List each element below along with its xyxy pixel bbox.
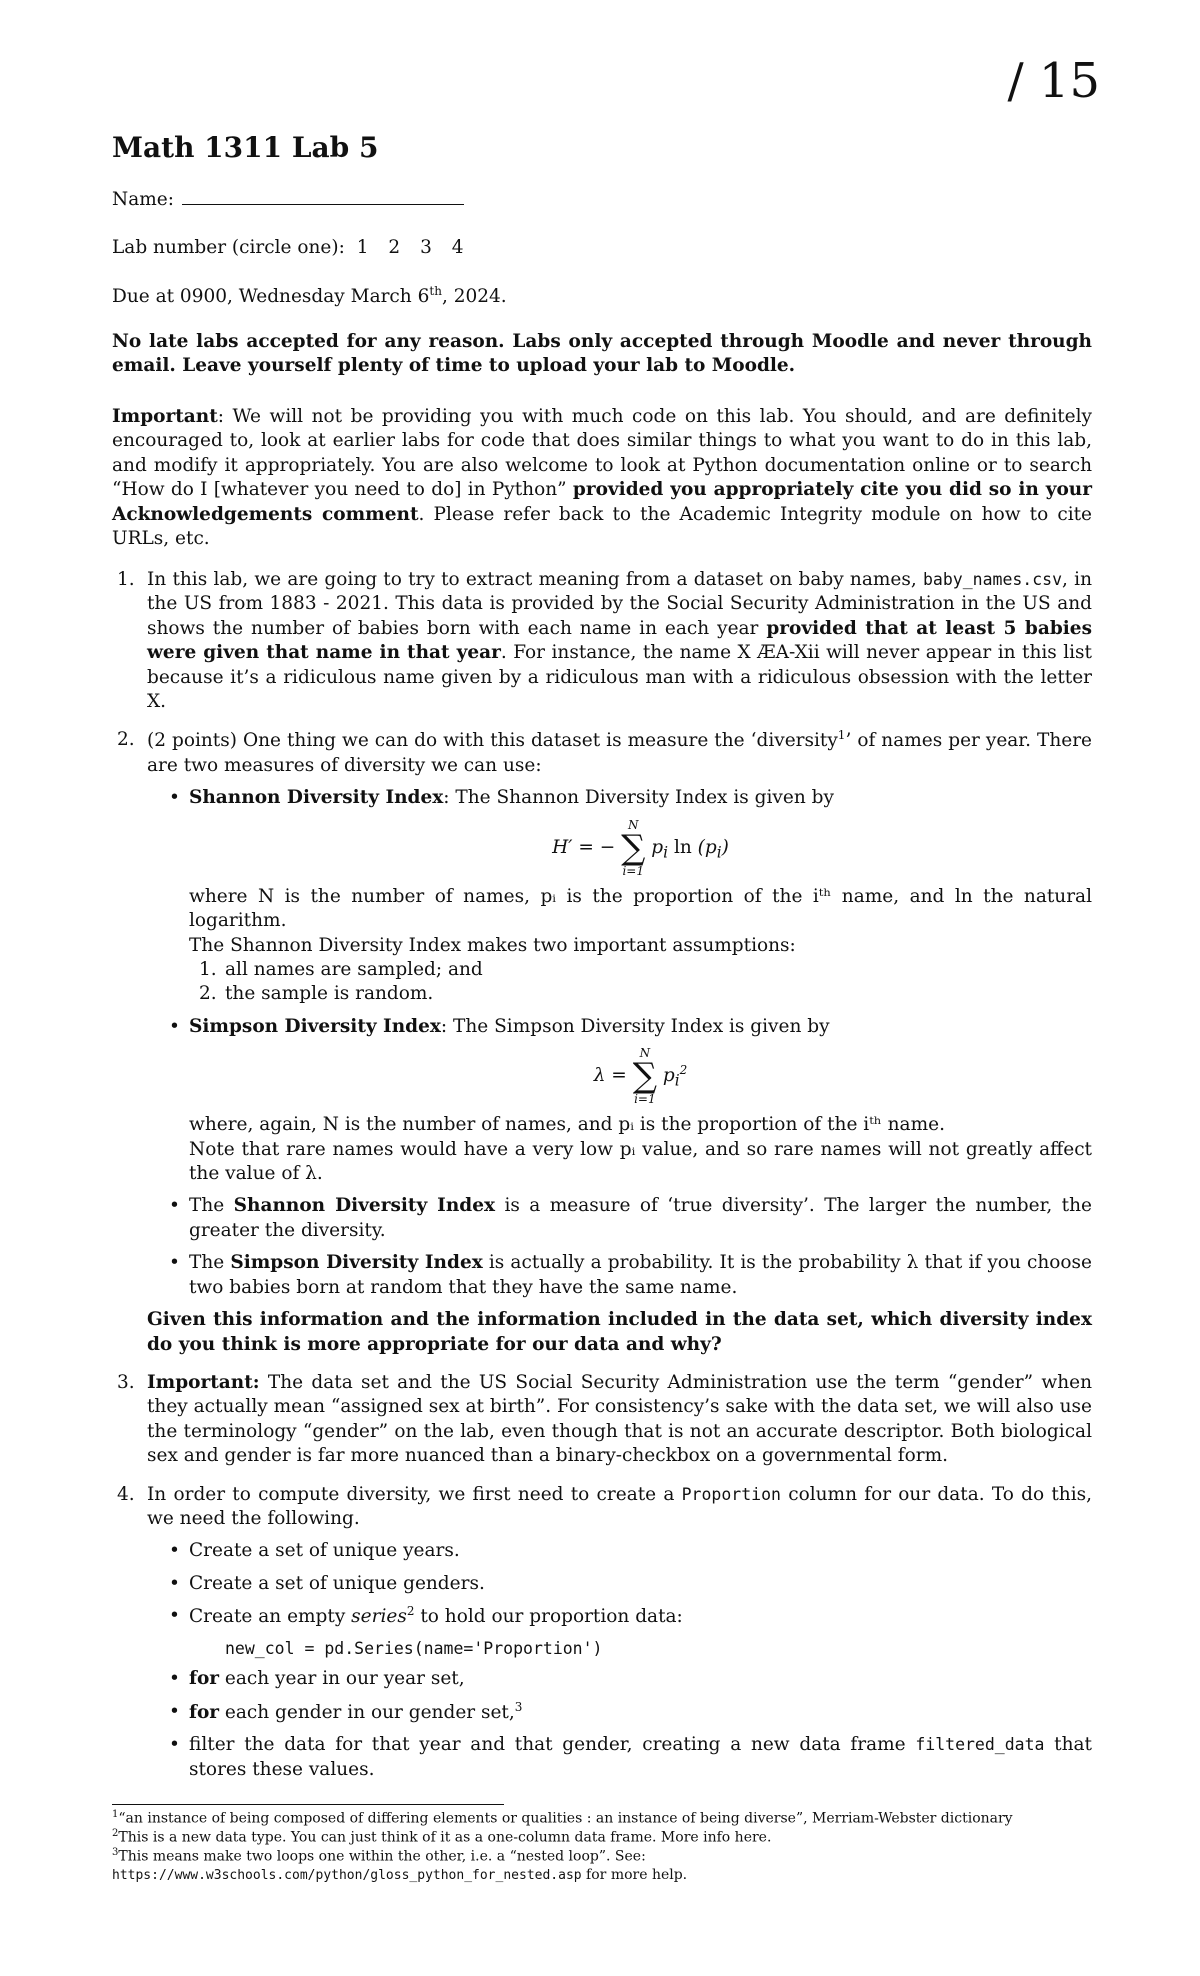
footnote-1	[112, 1808, 1092, 1828]
bullet-bold: Shannon Diversity Index	[233, 1195, 496, 1217]
bullet-bold: Simpson Diversity Index	[230, 1252, 483, 1274]
simpson-bullet	[189, 1015, 1092, 1187]
important-text: : We will not be providing you with much code on this lab. You should, and are definitely encouraged to, look at earlier labs for code that does similar things to what you want to do in this lab, and modify it appropriately. You are also welcome to look at Python documentation online or to search “How do I [whatever you need to do] in Python”	[112, 406, 1092, 501]
important-bold: provided you appropriately cite you did so in your Acknowledgements comment	[112, 479, 1092, 525]
footnote-link[interactable]: https://www.w3schools.com/python/gloss_python_for_nested.asp	[112, 1867, 582, 1883]
due-text: Due at 0900, Wednesday March 6	[112, 286, 430, 308]
footnote-number: 3	[112, 1847, 119, 1858]
diversity-bullets	[147, 786, 1092, 1300]
lab-number-option[interactable]: 2	[388, 237, 401, 258]
bullet-bold: for	[189, 1668, 220, 1690]
score-box: / 15	[1007, 53, 1100, 109]
lab-number-label: Lab number (circle one):	[112, 237, 345, 258]
code-line: new_col = pd.Series(name='Proportion')	[225, 1638, 603, 1658]
item-bold: Important:	[147, 1371, 260, 1393]
footnote-mark[interactable]: 2	[406, 1604, 415, 1619]
step-bullet	[189, 1700, 1092, 1726]
bullet-bold: for	[189, 1702, 220, 1724]
bullet-text: is actually a probability. It is the probability λ that if you choose two babies born at random that they have the same name.	[189, 1252, 1092, 1298]
bullet-text: each gender in our gender set,	[219, 1702, 515, 1724]
lab-number-option[interactable]: 1	[356, 237, 369, 258]
bullet-text: each year in our year set,	[219, 1668, 465, 1690]
late-policy-text: No late labs accepted for any reason. Labs only accepted through Moodle and never through email. Leave yourself plenty of time to upload your lab to Moodle.	[112, 331, 1092, 377]
diversity-question	[147, 1308, 1092, 1357]
step-bullet	[189, 1733, 1092, 1782]
footnote-number: 1	[112, 1809, 119, 1820]
assumption-text: all names are sampled; and	[225, 959, 483, 981]
item-text: In order to compute diversity, we first need to create a	[147, 1483, 682, 1505]
step-bullet: • Create a set of unique years.	[189, 1539, 1092, 1563]
item-text: column for our data. To do this, we need the following.	[147, 1483, 1093, 1529]
item-number: 1.	[117, 569, 135, 590]
name-label: Name:	[112, 189, 174, 210]
footnote-text: This means make two loops one within the other, i.e. a “nested loop”. See:	[118, 1848, 646, 1865]
bullet-text: is a measure of ‘true diversity’. The larger the number, the greater the diversity.	[189, 1195, 1092, 1241]
shannon-assumptions-intro: The Shannon Diversity Index makes two important assumptions:	[189, 934, 796, 956]
shannon-text: : The Shannon Diversity Index is given by	[443, 787, 834, 809]
lab-number-option[interactable]: 3	[420, 237, 432, 258]
item-text: ’ of names per year. There are two measures of diversity we can use:	[147, 730, 1092, 776]
item-text: (2 points) One thing we can do with this dataset is measure the ‘diversity	[147, 730, 838, 752]
item-number: 4.	[117, 1483, 135, 1505]
footnote-2	[112, 1827, 1092, 1847]
shannon-equation: H′ = − N ∑ i=1 $p_i$ $\ln (p_i)$	[552, 817, 729, 878]
bullet-text: The	[189, 1252, 231, 1274]
footnote-3	[112, 1846, 1092, 1885]
bullet-text: that stores these values.	[189, 1734, 1092, 1780]
question-item-1	[112, 568, 1092, 714]
question-bold: Given this information and the information included in the data set, which diversity index do you think is more appropriate for our data and why?	[147, 1309, 1092, 1355]
shannon-label: Shannon Diversity Index	[189, 787, 444, 809]
footnote-rule	[112, 1804, 504, 1805]
assumption-list	[189, 958, 1092, 1007]
question-item-3	[112, 1371, 1092, 1469]
filename-code: baby_names.csv	[922, 570, 1063, 589]
name-blank[interactable]	[182, 203, 464, 205]
bullet-text: Create an empty	[189, 1606, 352, 1628]
assumption-text: the sample is random.	[225, 983, 434, 1005]
footnote-text: for more help.	[581, 1866, 688, 1883]
simpson-where: where, again, N is the number of names, and pᵢ is the proportion of the iᵗʰ name.	[189, 1114, 945, 1136]
proportion-code: Proportion	[681, 1484, 781, 1504]
page-title: Math 1311 Lab 5	[112, 131, 379, 164]
footnote-mark[interactable]: 3	[514, 1699, 523, 1714]
lab-number-option[interactable]: 4	[451, 237, 464, 258]
simpson-equation: λ = N ∑ i=1 $p_i^2$	[593, 1046, 688, 1107]
item-number: 3.	[117, 1371, 135, 1393]
lab-number-line	[112, 236, 478, 260]
footnote-text: “an instance of being composed of differing elements or qualities : an instance of being diverse”, Merriam-Webster dictionary	[118, 1810, 1013, 1827]
step-bullet: • Create a set of unique genders.	[189, 1572, 1092, 1596]
simpson-note: Note that rare names would have a very low pᵢ value, and so rare names will not greatly affect the value of λ.	[189, 1138, 1092, 1185]
assumption-item: 2. the sample is random.	[199, 983, 434, 1005]
shannon-bullet	[189, 786, 1092, 1006]
item-text: , in the US from 1883 - 2021. This data is provided by the Social Security Administration in the US and shows the number of babies born with each name in each year	[147, 569, 1092, 639]
question-list	[112, 568, 1092, 1790]
shannon-where: where N is the number of names, pᵢ is the proportion of the iᵗʰ name, and ln the natural logarithm.	[189, 885, 1092, 932]
item-text: . For instance, the name X ÆA-Xii will never appear in this list because it’s a ridiculous name given by a ridiculous man with a ridiculous obsession with the letter X.	[147, 642, 1092, 713]
question-item-4	[112, 1483, 1092, 1783]
due-date	[112, 284, 507, 310]
steps-bullets	[147, 1539, 1092, 1782]
assumption-item: 1. all names are sampled; and	[199, 959, 483, 981]
item-bold: provided that at least 5 babies were given that name in that year	[147, 617, 1092, 664]
step-bullet	[189, 1604, 1092, 1659]
bullet-text: to hold our proportion data:	[414, 1606, 683, 1628]
footnote-number: 2	[112, 1828, 119, 1839]
simpson-text: : The Simpson Diversity Index is given by	[440, 1015, 830, 1037]
filtered-data-code: filtered_data	[915, 1735, 1045, 1755]
important-text-end: . Please refer back to the Academic Integrity module on how to cite URLs, etc.	[112, 503, 1092, 550]
late-policy	[112, 330, 1092, 379]
simpson-note-bullet	[189, 1251, 1092, 1300]
bullet-text: filter the data for that year and that gender, creating a new data frame	[189, 1734, 916, 1756]
question-item-2	[112, 728, 1092, 1356]
name-line	[112, 188, 464, 212]
footnote-mark[interactable]: 1	[837, 728, 846, 743]
item-text: The data set and the US Social Security Administration use the term “gender” when they actually mean “assigned sex at birth”. For consistency’s sake with the data set, we will also use the terminology “gender” on the lab, even though that is not an accurate descriptor. Both biological sex and gender is far more nuanced than a binary-checkbox on a governmental form.	[147, 1371, 1092, 1467]
item-text: In this lab, we are going to try to extract meaning from a dataset on baby names,	[147, 569, 923, 590]
step-bullet	[189, 1667, 1092, 1691]
shannon-note-bullet	[189, 1194, 1092, 1243]
footnote-text: This is a new data type. You can just think of it as a one-column data frame. More info here.	[118, 1829, 772, 1846]
due-text-end: , 2024.	[441, 286, 507, 308]
important-notice	[112, 405, 1092, 551]
bullet-text: The	[189, 1195, 234, 1217]
item-number: 2.	[117, 729, 135, 751]
due-sup: th	[429, 284, 442, 298]
simpson-label: Simpson Diversity Index	[189, 1015, 441, 1037]
important-label: Important	[112, 406, 218, 427]
bullet-em: series	[351, 1606, 407, 1628]
